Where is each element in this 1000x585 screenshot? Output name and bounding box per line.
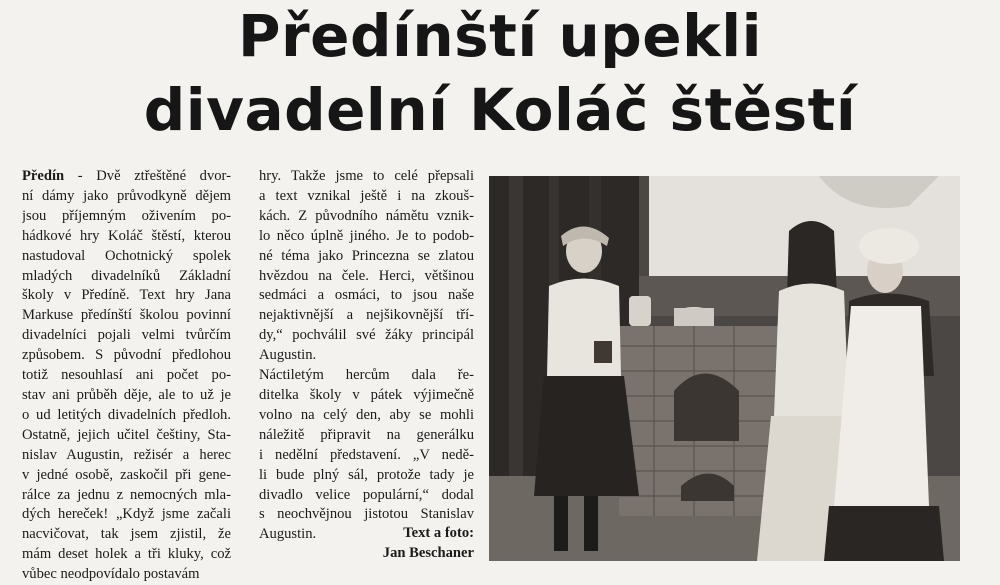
article-line-text: li bude plný sál, protože tady je xyxy=(259,466,474,483)
article-line xyxy=(259,406,474,426)
article-column-1 xyxy=(22,167,231,585)
article-line-text: nislav Augustin, režisér a herec xyxy=(22,446,231,463)
article-line-text: hvězdou na čele. Herci, většinou xyxy=(259,267,474,284)
article-line-text: Ostatně, jejich učitel češtiny, Sta- xyxy=(22,426,231,443)
article-line-text: dy,“ pochválil své žáky principál xyxy=(259,327,474,344)
headline-line-2: divadelní Koláč štěstí xyxy=(143,76,857,144)
photo-credit xyxy=(259,524,474,563)
article-line-text: náležitě připravit na generálku xyxy=(259,426,474,443)
stage-photo-image xyxy=(489,176,960,561)
article-column-2 xyxy=(259,167,474,545)
article-line-text: nastudoval Ochotnický spolek xyxy=(22,247,231,264)
article-line xyxy=(22,486,231,506)
article-line xyxy=(259,446,474,466)
article-line-text: Markuse předínští školou povinní xyxy=(22,307,231,324)
article-line xyxy=(22,286,231,306)
article-line xyxy=(259,466,474,486)
article-line-text: hry. Takže jsme to celé přepsali xyxy=(259,168,474,184)
article-line xyxy=(22,227,231,247)
article-line xyxy=(259,207,474,227)
article-line xyxy=(22,207,231,227)
article-line-text: totiž nesouhlasí ani počet po- xyxy=(22,367,231,384)
article-line xyxy=(22,306,231,326)
article-line xyxy=(259,346,474,366)
article-line-text: divadelníci pojali velmi tvůrčím xyxy=(22,327,231,344)
article-line-text: sedmáci a osmáci, to jsou naše xyxy=(259,287,474,304)
article-line xyxy=(259,187,474,207)
article-line xyxy=(22,247,231,267)
article-line-text: rálce za jednu z nemocných mla- xyxy=(22,486,231,503)
article-line xyxy=(22,545,231,565)
article-line xyxy=(22,505,231,525)
article-line xyxy=(22,406,231,426)
article-line xyxy=(22,326,231,346)
article-line xyxy=(22,565,231,585)
article-line-text: kách. Z původního námětu vznik- xyxy=(259,207,474,224)
article-line xyxy=(259,386,474,406)
article-line-text: a text vznikal ještě i na zkouš- xyxy=(259,187,474,204)
article-line xyxy=(22,346,231,366)
article-line-text: nejaktivnější a nejšikovnější tří- xyxy=(259,307,474,324)
article-line xyxy=(259,306,474,326)
credit-line-1: Text a foto: xyxy=(403,525,474,541)
article-line-text: nacvičovat, tak jsem zjistil, že xyxy=(22,526,231,543)
article-line xyxy=(259,426,474,446)
article-line xyxy=(22,267,231,287)
article-line-text: Augustin. xyxy=(259,526,317,543)
article-line-text: školy v Předíně. Text hry Jana xyxy=(22,287,231,304)
article-line-text: dých hereček! „Když jsme začali xyxy=(22,506,231,523)
article-line-text: stav ani průběh děje, ale to už je xyxy=(22,386,231,403)
article-line xyxy=(259,267,474,287)
article-line xyxy=(259,486,474,506)
article-line-text: vůbec neodpovídalo postavám xyxy=(22,566,200,583)
article-line xyxy=(22,366,231,386)
credit-author: Jan Beschaner xyxy=(382,544,474,561)
article-line-text: hádkové hry Koláč štěstí, kterou xyxy=(22,227,231,244)
article-line xyxy=(22,466,231,486)
article-line-text: o ud letitých divadelních předloh. xyxy=(22,406,231,423)
article-line xyxy=(22,167,231,187)
article-line-text: i nedělní představení. „V nedě- xyxy=(259,446,474,463)
article-line xyxy=(259,286,474,306)
article-line-text: ditelka školy v pátek výjimečně xyxy=(259,386,474,403)
article-line-text: s neochvějnou jistotou Stanislav xyxy=(259,506,474,523)
article-line xyxy=(22,446,231,466)
article-line-text: Náctiletým hercům dala ře- xyxy=(259,367,474,384)
stage-photo xyxy=(489,176,960,561)
article-line xyxy=(259,167,474,187)
article-line xyxy=(259,505,474,525)
article-line xyxy=(259,227,474,247)
article-line xyxy=(22,426,231,446)
article-line-text: Augustin. xyxy=(259,347,317,364)
article-line-text: v jedné osobě, zaskočil při gene- xyxy=(22,466,231,483)
article-line xyxy=(22,187,231,207)
article-line-text: ní dámy jako průvodkyně dějem xyxy=(22,187,231,204)
headline-line-1: Předínští upekli xyxy=(238,2,762,70)
article-line-text: divadlo velice populární,“ dodal xyxy=(259,486,474,503)
article-line-text: mladých divadelníků Základní xyxy=(22,267,231,284)
article-line-text: né téma jako Princezna se zlatou xyxy=(259,247,474,264)
article-line xyxy=(22,525,231,545)
dateline: Předín xyxy=(22,168,65,184)
article-line xyxy=(22,386,231,406)
article-line xyxy=(259,366,474,386)
article-line-text: - Dvě ztřeštěné dvor- xyxy=(64,168,231,184)
article-line xyxy=(259,247,474,267)
article-line-text: lo něco úplně jiného. Je to podob- xyxy=(259,227,474,244)
article-line-text: volno na celý den, aby se mohli xyxy=(259,406,474,423)
article-line-text: mám deset holek a tři kluky, což xyxy=(22,546,231,563)
article-line-text: jsou příjemným oživením po- xyxy=(22,207,231,224)
article-line-text: způsobem. S původní předlohou xyxy=(22,347,231,364)
article-line xyxy=(259,326,474,346)
